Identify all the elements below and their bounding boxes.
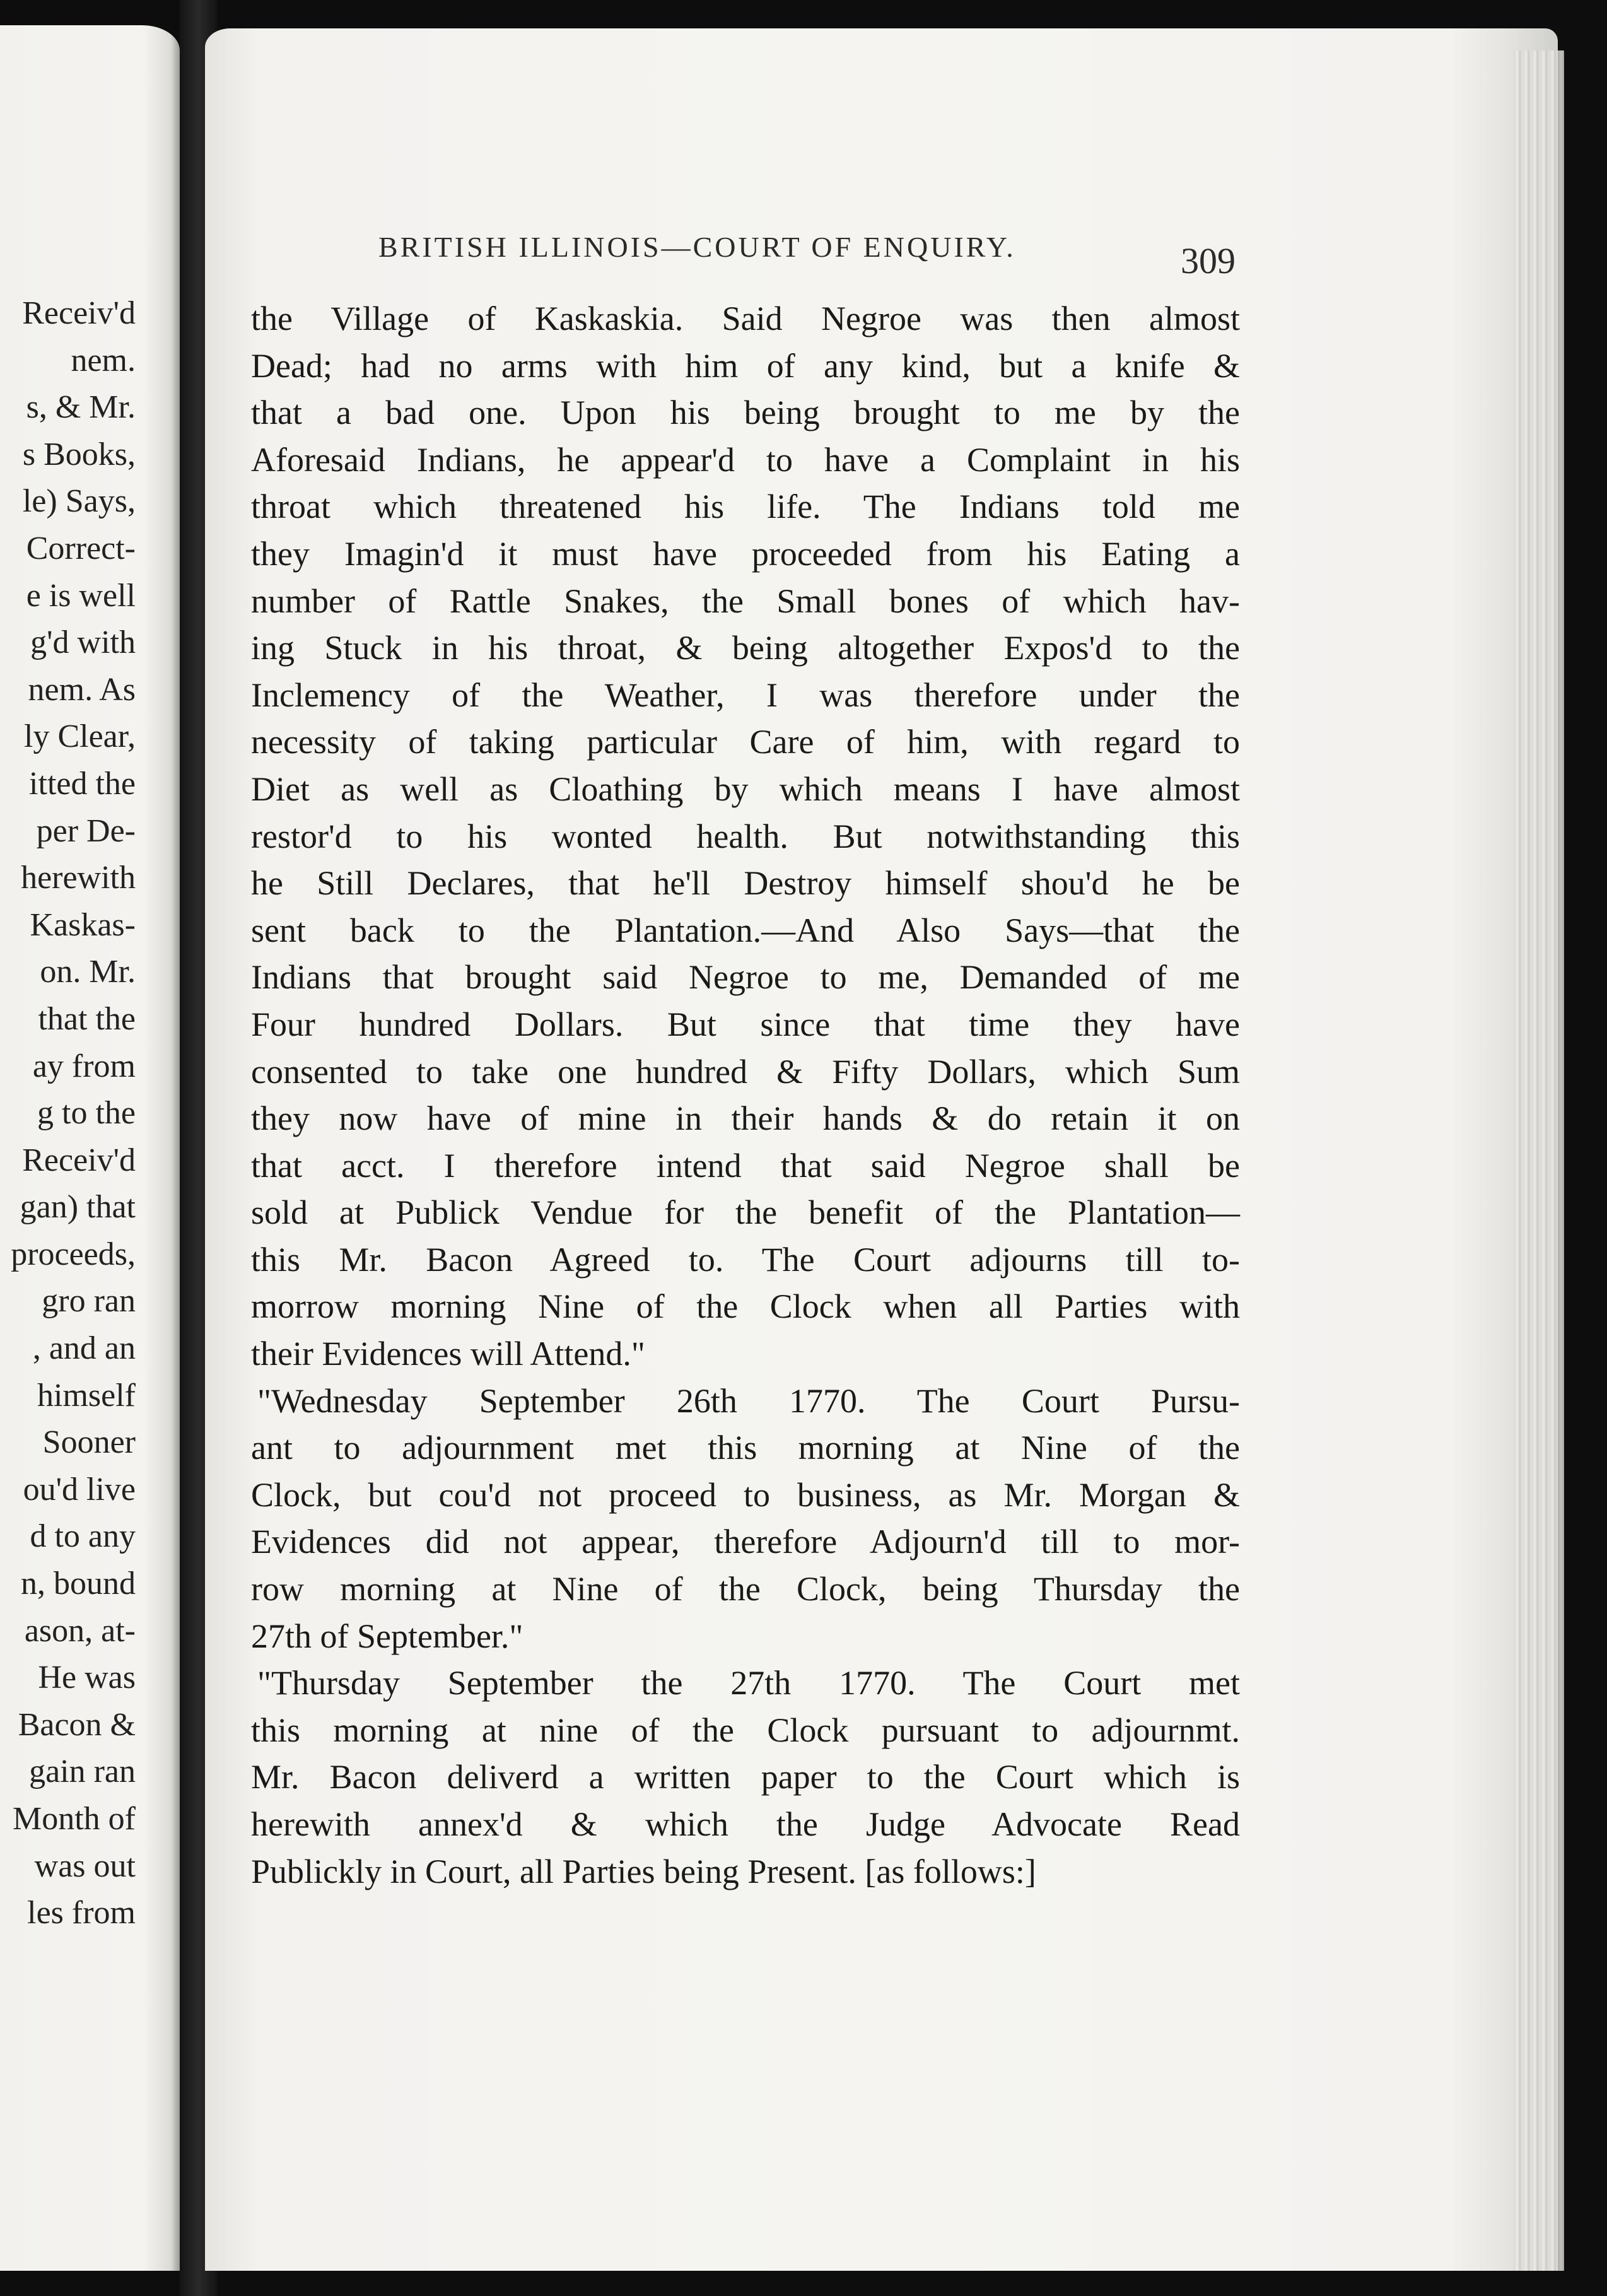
text-line: row morning at Nine of the Clock, being Thursday the <box>251 1570 1240 1608</box>
left-facing-page <box>0 25 180 2271</box>
left-line: that the <box>38 1000 136 1037</box>
left-line: on. Mr. <box>40 954 136 990</box>
left-line: les from <box>27 1895 136 1931</box>
left-line: nem. <box>71 342 136 378</box>
left-line: s, & Mr. <box>26 389 136 426</box>
text-line: ing Stuck in his throat, & being altogether Expos'd to the <box>251 629 1240 667</box>
left-line: d to any <box>30 1518 136 1555</box>
left-page-text <box>11 290 136 1937</box>
text-line: that a bad one. Upon his being brought to me by the <box>251 394 1240 432</box>
left-line: g to the <box>37 1095 136 1132</box>
left-line: gan) that <box>20 1189 136 1226</box>
text-line: he Still Declares, that he'll Destroy himself shou'd he be <box>251 864 1240 903</box>
left-line: himself <box>37 1377 136 1414</box>
text-line: the Village of Kaskaskia. Said Negroe was then almost <box>251 300 1240 337</box>
left-line: gain ran <box>29 1754 136 1790</box>
left-line: Bacon & <box>18 1706 136 1743</box>
left-line: le) Says, <box>22 483 136 520</box>
left-line: per De- <box>36 812 136 849</box>
text-line: consented to take one hundred & Fifty Dollars, which Sum <box>251 1052 1240 1091</box>
left-line: gro ran <box>42 1283 136 1320</box>
text-line: that acct. I therefore intend that said Negroe shall be <box>251 1146 1240 1185</box>
left-line: He was <box>38 1660 136 1696</box>
left-line: ay from <box>32 1048 136 1084</box>
text-line: Mr. Bacon deliverd a written paper to the Court which is <box>251 1758 1240 1796</box>
left-line: nem. As <box>28 671 136 708</box>
text-line: Aforesaid Indians, he appear'd to have a Complaint in his <box>251 440 1240 479</box>
text-line: Clock, but cou'd not proceed to business, as Mr. Morgan & <box>251 1475 1240 1514</box>
text-line: Evidences did not appear, therefore Adjourn'd till to mor- <box>251 1523 1240 1561</box>
text-line: necessity of taking particular Care of him, with regard to <box>251 723 1240 761</box>
left-line: herewith <box>21 860 136 896</box>
left-line: was out <box>34 1848 136 1884</box>
text-line: Diet as well as Cloathing by which means I have almost <box>251 770 1240 808</box>
page-body-text <box>251 295 1240 1895</box>
text-line: Four hundred Dollars. But since that time they have <box>251 1005 1240 1043</box>
left-line: e is well <box>26 577 136 614</box>
running-head: BRITISH ILLINOIS—COURT OF ENQUIRY. <box>378 231 1016 263</box>
text-line: Publickly in Court, all Parties being Present. [as follows:] <box>251 1852 1036 1890</box>
text-line: this morning at nine of the Clock pursuant to adjournmt. <box>251 1711 1240 1749</box>
text-line: Inclemency of the Weather, I was therefore under the <box>251 676 1240 714</box>
text-line: morrow morning Nine of the Clock when all Parties with <box>251 1287 1240 1326</box>
left-line: Receiv'd <box>22 295 136 331</box>
left-line: Month of <box>13 1801 136 1837</box>
text-line: sold at Publick Vendue for the benefit of the Plantation— <box>251 1193 1240 1232</box>
text-line: their Evidences will Attend." <box>251 1335 645 1373</box>
left-line: ason, at- <box>24 1612 136 1649</box>
text-line: herewith annex'd & which the Judge Advocate Read <box>251 1805 1240 1843</box>
left-line: n, bound <box>21 1566 136 1602</box>
left-line: Kaskas- <box>30 906 136 943</box>
left-line: Correct- <box>26 530 136 566</box>
text-line: number of Rattle Snakes, the Small bones of which hav- <box>251 582 1240 620</box>
text-line: throat which threatened his life. The Indians told me <box>251 488 1240 526</box>
left-line: Receiv'd <box>22 1142 136 1178</box>
text-line: sent back to the Plantation.—And Also Says—that the <box>251 911 1240 949</box>
text-line: Dead; had no arms with him of any kind, but a knife & <box>251 346 1240 385</box>
text-line: they now have of mine in their hands & do retain it on <box>251 1099 1240 1138</box>
page-number: 309 <box>1181 240 1236 281</box>
text-line: 27th of September." <box>251 1617 523 1655</box>
text-line: they Imagin'd it must have proceeded from his Eating a <box>251 534 1240 573</box>
left-line: ly Clear, <box>24 718 136 755</box>
left-line: g'd with <box>30 624 136 661</box>
text-line: ant to adjournment met this morning at Nine of the <box>251 1429 1240 1467</box>
left-line: Sooner <box>42 1424 136 1461</box>
left-line: ou'd live <box>23 1471 136 1508</box>
text-line: "Thursday September the 27th 1770. The Court met <box>257 1664 1240 1702</box>
left-line: itted the <box>29 765 136 802</box>
text-line: "Wednesday September 26th 1770. The Court Pursu- <box>257 1381 1240 1420</box>
text-line: restor'd to his wonted health. But notwithstanding this <box>251 817 1240 855</box>
left-line: proceeds, <box>11 1236 136 1272</box>
left-line: , and an <box>32 1330 136 1367</box>
left-line: s Books, <box>22 436 136 472</box>
page-edge-stack <box>1514 50 1564 2271</box>
text-line: Indians that brought said Negroe to me, Demanded of me <box>251 958 1240 997</box>
text-line: this Mr. Bacon Agreed to. The Court adjourns till to- <box>251 1240 1240 1279</box>
